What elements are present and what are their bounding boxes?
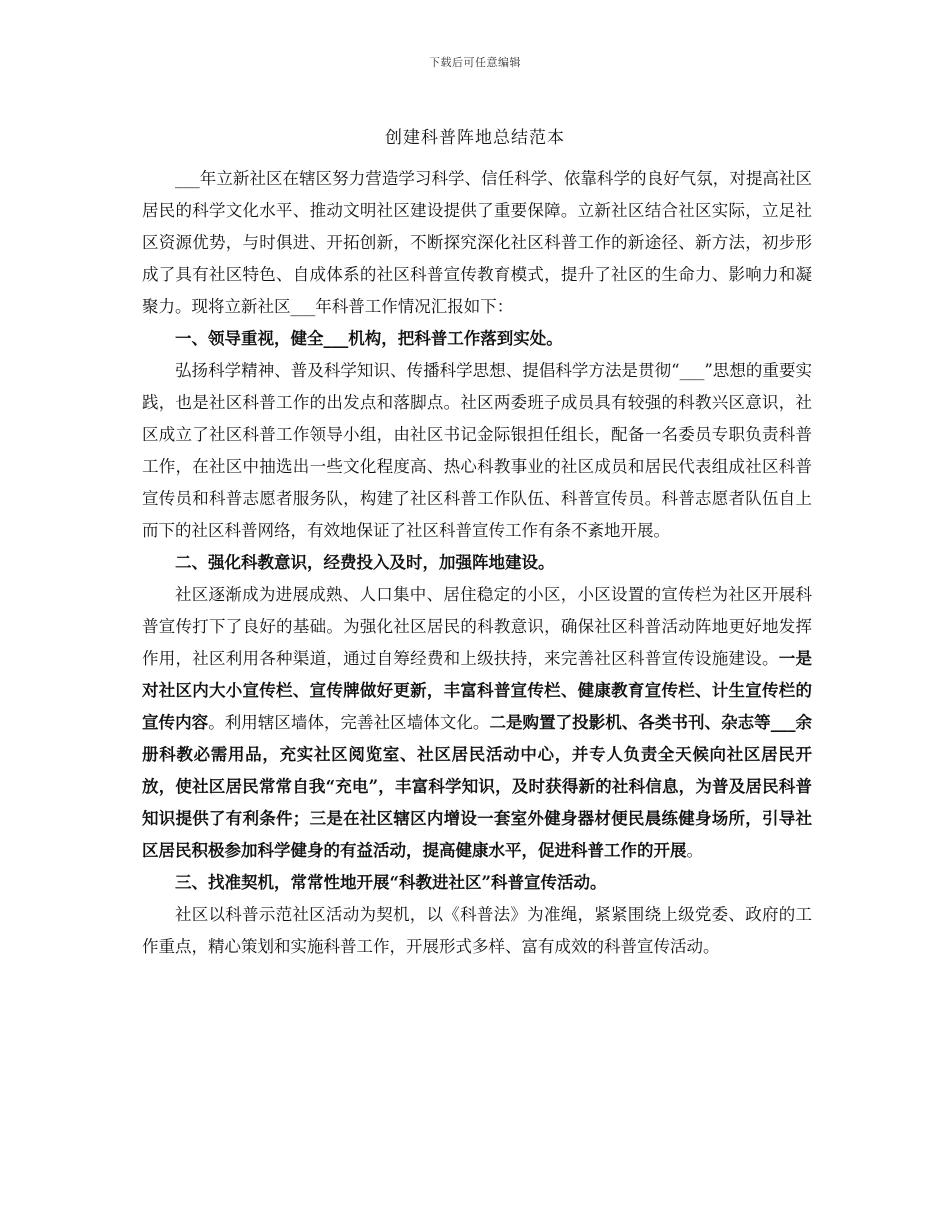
section-2-paragraph [142, 579, 812, 867]
section-2-bold-1: 一是对社区内大小宣传栏、宣传牌做好更新，丰富科普宣传栏、健康教育宣传栏、计生宣传栏的宣传内容 [142, 649, 813, 732]
section-3-heading: 三、找准契机，常常性地开展“科教进社区”科普宣传活动。 [175, 873, 607, 892]
section-2-text-2: 。利用辖区墙体，完善社区墙体文化。 [208, 713, 490, 732]
header-note: 下载后可任意编辑 [429, 56, 521, 69]
document-body [142, 163, 812, 963]
section-2-heading: 二、强化科教意识，经费投入及时，加强阵地建设。 [175, 553, 555, 572]
section-2-text-3: 。 [686, 841, 703, 860]
section-3-paragraph: 社区以科普示范社区活动为契机，以《科普法》为准绳，紧紧围绕上级党委、政府的工作重点，精心策划和实施科普工作，开展形式多样、富有成效的科普宣传活动。 [142, 905, 812, 956]
section-1-heading: 一、领导重视，健全___机构，把科普工作落到实处。 [175, 329, 563, 348]
page-title: 创建科普阵地总结范本 [385, 128, 565, 148]
section-2-bold-2: 二是购置了投影机、各类书刊、杂志等___余册科教必需用品，充实社区阅览室、社区居民活动中心，并专人负责全天候向社区居民开放，使社区居民常常自我“充电”，丰富科学知识，及时获得新的社科信息，为普及居民科普知识提供了有利条件；三是在社区辖区内增设一套室外健身器材便民晨练健身场所，引导社区居民积极参加科学健身的有益活动，提高健康水平，促进科普工作的开展 [142, 713, 813, 860]
section-2-text-1: 社区逐渐成为进展成熟、人口集中、居住稳定的小区，小区设置的宣传栏为社区开展科普宣传打下了良好的基础。为强化社区居民的科教意识，确保社区科普活动阵地更好地发挥作用，社区利用各种渠道，通过自筹经费和上级扶持，来完善社区科普宣传设施建设。 [142, 585, 812, 668]
intro-paragraph: ___年立新社区在辖区努力营造学习科学、信任科学、依靠科学的良好气氛，对提高社区居民的科学文化水平、推动文明社区建设提供了重要保障。立新社区结合社区实际，立足社区资源优势，与时俱进、开拓创新，不断探究深化社区科普工作的新途径、新方法，初步形成了具有社区特色、自成体系的社区科普宣传教育模式，提升了社区的生命力、影响力和凝聚力。现将立新社区___年科普工作情况汇报如下： [142, 169, 812, 316]
section-1-paragraph: 弘扬科学精神、普及科学知识、传播科学思想、提倡科学方法是贯彻“___”思想的重要实践，也是社区科普工作的出发点和落脚点。社区两委班子成员具有较强的科教兴区意识，社区成立了社区科普工作领导小组，由社区书记金际银担任组长，配备一名委员专职负责科普工作，在社区中抽选出一些文化程度高、热心科教事业的社区成员和居民代表组成社区科普宣传员和科普志愿者服务队，构建了社区科普工作队伍、科普宣传员。科普志愿者队伍自上而下的社区科普网络，有效地保证了社区科普宣传工作有条不紊地开展。 [142, 361, 812, 540]
